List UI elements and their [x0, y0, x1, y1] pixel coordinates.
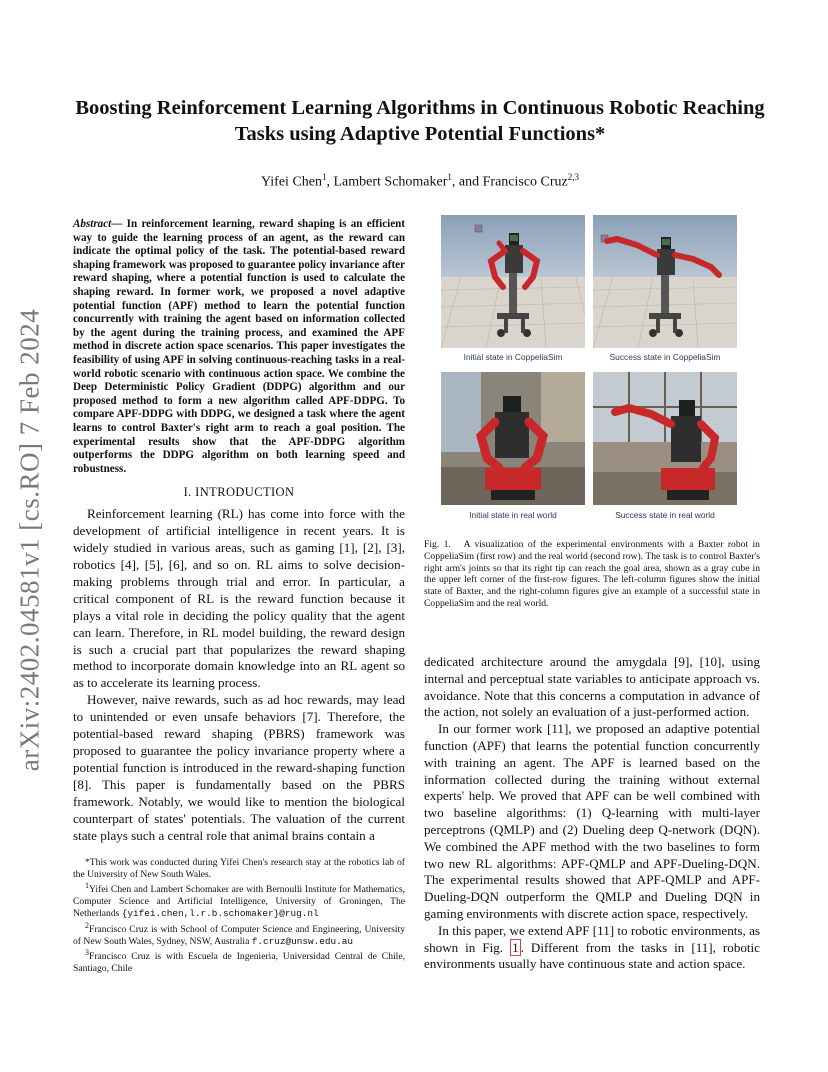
footnote-text: Francisco Cruz is with School of Computer Science and Engineering, University of New South Wales, Sydney, NSW, Australia	[73, 923, 405, 947]
label-real-initial: Initial state in real world	[469, 510, 557, 520]
paragraph-text: In this paper, we extend APF [11] to robotic environments, as shown in Fig.	[424, 922, 760, 955]
body-paragraph: Reinforcement learning (RL) has come into force with the development of artificial intelligence in recent years. It is widely studied in various areas, such as gaming [1], [2], [3], robotics [4], [5], [6], and so on. RL aims to solve decision-making problems through trial and error. In particular, a critical component of RL is the reward function because it plays a vital role in deciding the policy quality that the agent can learn. Therefore, in RL model building, the reward design is such a crucial part that popularizes the reward shaping method to incorporate domain knowledge into an RL agent so as to accelerate its learning process.	[73, 506, 405, 691]
figure-ref-link[interactable]: 1	[512, 939, 519, 955]
footnote-email: f.cruz@unsw.edu.au	[251, 935, 354, 947]
author-name: Francisco Cruz	[482, 174, 568, 190]
sim-success-image	[593, 215, 737, 348]
arxiv-id: arXiv:2402.04581v1 [cs.RO] 7 Feb 2024	[14, 308, 45, 772]
abstract-text: — In reinforcement learning, reward shaping is an efficient way to guide the learning process of an agent, as the reward can indicate the optimal policy of the task. The potential-based reward shaping framework was proposed to guarantee policy invariance after reward shaping, where a potential function is used to calculate the shaping reward. In former work, we proposed a novel adaptive potential function (APF) method to learn the potential function concurrently with training the agent based on information collected by the agent during the training process, and examined the APF method in discrete action space scenarios. This paper investigates the feasibility of using APF in solving continuous-reaching tasks in a real-world robotic scenario with continuous action space. We combine the Deep Deterministic Policy Gradient (DDPG) algorithm and our proposed method to form a new algorithm called APF-DDPG. To compare APF-DDPG with DDPG, we designed a task where the agent learns to control Baxter's right arm to reach a goal position. The experimental results show that the APF-DDPG algorithm outperforms the DDPG algorithm on both learning speed and robustness.	[73, 218, 405, 475]
author-sep: , and	[451, 174, 483, 190]
body-paragraph: dedicated architecture around the amygdala [9], [10], using internal and perceptual state variables to anticipate approach vs. avoidance. Note that this concerns a computation in advance of the action, not solely an evaluation of a just-performed action.	[424, 654, 760, 720]
arxiv-stamp	[0, 290, 60, 790]
footnotes	[73, 857, 405, 975]
footnote-mark: 1	[85, 881, 89, 891]
body-paragraph	[424, 923, 760, 973]
real-initial-image	[441, 372, 585, 505]
abstract	[73, 218, 405, 476]
label-sim-initial: Initial state in CoppeliaSim	[463, 352, 563, 362]
footnote-3	[73, 947, 405, 975]
footnote-mark: 2	[85, 920, 89, 930]
author-name: Yifei Chen	[260, 174, 322, 190]
body-paragraph: In our former work [11], we proposed an adaptive potential function (APF) that learns the potential function concurrently with training an agent. The APF is learned based on the information collected during the training without external experts' help. We proved that APF can be well combined with two baseline algorithms: (1) Q-learning with multi-layer perceptrons (QMLP) and (2) Dueling deep Q-network (DQN). We combined the APF method with the two baselines to form two new RL algorithms: APF-QMLP and APF-Dueling-DQN. The experimental results showed that APF-QMLP and APF-Dueling-DQN outperform the QMLP and Dueling DQN in gaming environments with discrete action space, respectively.	[424, 721, 760, 921]
author-name: Lambert Schomaker	[333, 174, 448, 190]
abstract-label: Abstract	[73, 218, 112, 230]
figure-caption-text: A visualization of the experimental environments with a Baxter robot in CoppeliaSim (first row) and the real world (second row). The task is to control Baxter's right arm's joints so that its right tip can reach the goal area, shown as a gray cube in the upper left corner of the first-row figures. The left-column figures show the initial state of Baxter, and the right-column figures give an example of a successful state in CoppeliaSim and the real world.	[424, 539, 760, 609]
label-sim-success: Success state in CoppeliaSim	[609, 352, 721, 362]
author-sep: ,	[326, 174, 334, 190]
footnote-1	[73, 880, 405, 919]
left-column	[73, 218, 405, 844]
author-affil: 1	[322, 172, 327, 182]
label-real-success: Success state in real world	[615, 510, 715, 520]
footnote-email: {yifei.chen,l.r.b.schomaker}@rug.nl	[121, 908, 319, 919]
footnote-text: Yifei Chen and Lambert Schomaker are with Bernoulli Institute for Mathematics, Computer Science and Artificial Intelligence, University of Groningen, The Netherlands	[73, 884, 405, 919]
author-affil: 1	[447, 172, 452, 182]
figure-caption	[424, 539, 760, 610]
real-success-image	[593, 372, 737, 505]
footnote-text: Francisco Cruz is with Escuela de Ingenieria, Universidad Central de Chile, Santiago, Chile	[73, 951, 405, 975]
figure-1	[441, 215, 763, 527]
section-heading: I. INTRODUCTION	[183, 485, 295, 500]
footnote-star: *This work was conducted during Yifei Chen's research stay at the robotics lab of the University of New South Wales.	[73, 857, 405, 880]
footnote-2	[73, 920, 405, 948]
paragraph-text: . Different from the tasks in [11], robotic environments usually have continuous state and action space.	[424, 939, 760, 972]
footnote-mark: 3	[85, 948, 89, 958]
author-line	[70, 172, 770, 191]
author-affil: 2,3	[567, 172, 580, 182]
sim-initial-image	[441, 215, 585, 348]
figure-caption-label: Fig. 1.	[424, 539, 451, 550]
body-paragraph: However, naive rewards, such as ad hoc rewards, may lead to unintended or even unsafe behaviors [7]. Therefore, the potential-based reward shaping (PBRS) framework was proposed to guarantee the policy invariance property where a potential function is introduced in the reward-shaping function [8]. This paper is fundamentally based on the PBRS framework. Notably, we would like to mention the biological counterpart of states' potentials. The valuation of the current state plays such a central role that animal brains contain a	[73, 692, 405, 843]
paper-title: Boosting Reinforcement Learning Algorithms in Continuous Robotic Reaching Tasks using Adaptive Potential Functions*	[75, 97, 765, 145]
right-column	[424, 654, 760, 973]
